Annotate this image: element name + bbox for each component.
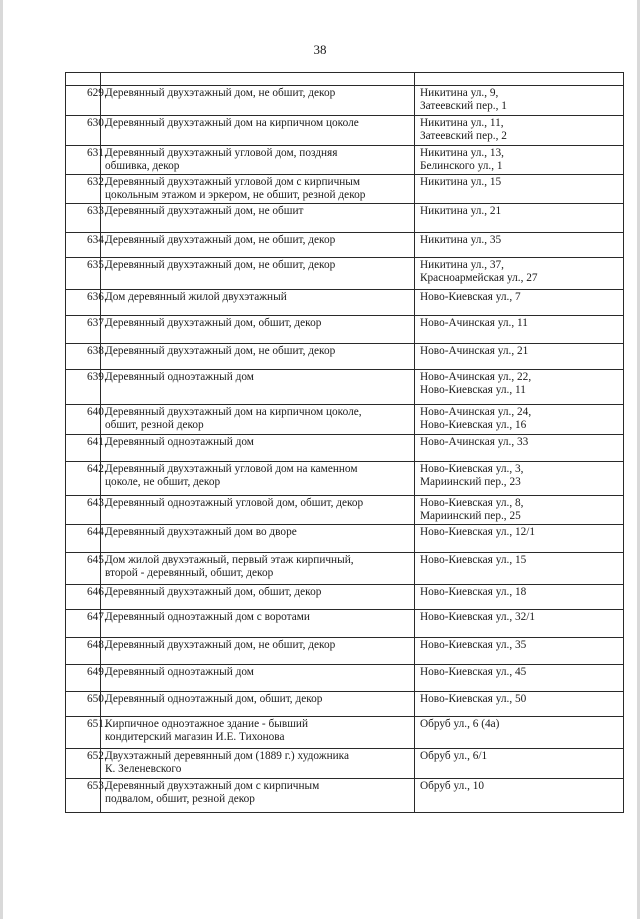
object-description: Деревянный одноэтажный дом — [101, 435, 415, 462]
table-row — [66, 779, 624, 813]
object-description: Дом жилой двухэтажный, первый этаж кирпичный, второй - деревянный, обшит, декор — [101, 553, 415, 585]
table-row — [66, 316, 624, 344]
object-description: Деревянный двухэтажный дом, не обшит, декор — [101, 258, 415, 290]
object-address: Ново-Ачинская ул., 22, Ново-Киевская ул., 11 — [415, 370, 624, 405]
table-row — [66, 405, 624, 435]
table-row — [66, 116, 624, 146]
row-number: 647. — [66, 610, 101, 638]
table-row — [66, 233, 624, 258]
object-description: Деревянный одноэтажный дом — [101, 370, 415, 405]
row-number: 652. — [66, 749, 101, 779]
object-address: Ново-Ачинская ул., 33 — [415, 435, 624, 462]
table-row — [66, 692, 624, 717]
object-address: Ново-Киевская ул., 3, Мариинский пер., 23 — [415, 462, 624, 496]
object-address: Ново-Киевская ул., 35 — [415, 638, 624, 665]
object-description: Двухэтажный деревянный дом (1889 г.) художника К. Зеленевского — [101, 749, 415, 779]
table-row — [66, 204, 624, 233]
table-row — [66, 370, 624, 405]
object-description: Деревянный двухэтажный угловой дом на каменном цоколе, не обшит, декор — [101, 462, 415, 496]
object-address: Ново-Ачинская ул., 24, Ново-Киевская ул., 16 — [415, 405, 624, 435]
table-row — [66, 290, 624, 316]
object-description: Деревянный двухэтажный дом, не обшит — [101, 204, 415, 233]
row-number: 643. — [66, 496, 101, 525]
object-address: Ново-Киевская ул., 32/1 — [415, 610, 624, 638]
object-address: Ново-Киевская ул., 12/1 — [415, 525, 624, 553]
object-address: Никитина ул., 21 — [415, 204, 624, 233]
row-number: 642. — [66, 462, 101, 496]
table-row — [66, 86, 624, 116]
row-number: 651. — [66, 717, 101, 749]
row-number: 648. — [66, 638, 101, 665]
object-address: Никитина ул., 11, Затеевский пер., 2 — [415, 116, 624, 146]
table-row — [66, 496, 624, 525]
row-number: 637. — [66, 316, 101, 344]
object-address: Обруб ул., 6 (4а) — [415, 717, 624, 749]
object-address: Никитина ул., 15 — [415, 175, 624, 204]
table-row — [66, 610, 624, 638]
row-number: 634. — [66, 233, 101, 258]
object-address: Никитина ул., 37, Красноармейская ул., 27 — [415, 258, 624, 290]
object-address: Ново-Киевская ул., 15 — [415, 553, 624, 585]
object-description: Деревянный одноэтажный дом с воротами — [101, 610, 415, 638]
object-address: Ново-Киевская ул., 8, Мариинский пер., 25 — [415, 496, 624, 525]
table-row — [66, 525, 624, 553]
table-body — [66, 73, 624, 813]
object-description: Деревянный двухэтажный дом, обшит, декор — [101, 316, 415, 344]
table-row — [66, 146, 624, 175]
row-number: 630. — [66, 116, 101, 146]
table-row — [66, 435, 624, 462]
row-number: 646. — [66, 585, 101, 610]
table-row — [66, 462, 624, 496]
row-number: 653. — [66, 779, 101, 813]
row-number: 641. — [66, 435, 101, 462]
object-description: Деревянный двухэтажный дом, не обшит, декор — [101, 86, 415, 116]
object-address: Ново-Киевская ул., 45 — [415, 665, 624, 692]
row-number: 644. — [66, 525, 101, 553]
row-number: 638. — [66, 344, 101, 370]
header-cell-number — [66, 73, 101, 86]
object-description: Деревянный двухэтажный дом на кирпичном цоколе, обшит, резной декор — [101, 405, 415, 435]
table-row — [66, 585, 624, 610]
object-description: Деревянный двухэтажный дом на кирпичном цоколе — [101, 116, 415, 146]
object-description: Деревянный одноэтажный дом, обшит, декор — [101, 692, 415, 717]
object-description: Деревянный одноэтажный дом — [101, 665, 415, 692]
scan-edge-left — [0, 0, 3, 919]
row-number: 649. — [66, 665, 101, 692]
object-address: Ново-Киевская ул., 7 — [415, 290, 624, 316]
page-number: 38 — [313, 42, 327, 57]
row-number: 650. — [66, 692, 101, 717]
object-address: Ново-Киевская ул., 18 — [415, 585, 624, 610]
table-row — [66, 258, 624, 290]
heritage-objects-table — [65, 72, 624, 813]
object-description: Деревянный двухэтажный угловой дом с кирпичным цокольным этажом и эркером, не обшит, резной декор — [101, 175, 415, 204]
object-description: Кирпичное одноэтажное здание - бывший кондитерский магазин И.Е. Тихонова — [101, 717, 415, 749]
table-row — [66, 638, 624, 665]
table-row — [66, 749, 624, 779]
object-description: Деревянный двухэтажный дом во дворе — [101, 525, 415, 553]
object-address: Ново-Киевская ул., 50 — [415, 692, 624, 717]
object-address: Ново-Ачинская ул., 21 — [415, 344, 624, 370]
object-address: Никитина ул., 35 — [415, 233, 624, 258]
table-row — [66, 553, 624, 585]
row-number: 632. — [66, 175, 101, 204]
object-description: Деревянный двухэтажный дом, не обшит, декор — [101, 638, 415, 665]
table-row — [66, 344, 624, 370]
row-number: 635. — [66, 258, 101, 290]
row-number: 629. — [66, 86, 101, 116]
object-description: Деревянный двухэтажный дом, не обшит, декор — [101, 233, 415, 258]
table-row — [66, 717, 624, 749]
row-number: 631. — [66, 146, 101, 175]
object-description: Деревянный одноэтажный угловой дом, обшит, декор — [101, 496, 415, 525]
object-address: Никитина ул., 13, Белинского ул., 1 — [415, 146, 624, 175]
object-address: Ново-Ачинская ул., 11 — [415, 316, 624, 344]
row-number: 639. — [66, 370, 101, 405]
object-description: Деревянный двухэтажный угловой дом, поздняя обшивка, декор — [101, 146, 415, 175]
object-address: Обруб ул., 10 — [415, 779, 624, 813]
object-description: Дом деревянный жилой двухэтажный — [101, 290, 415, 316]
object-description: Деревянный двухэтажный дом, не обшит, декор — [101, 344, 415, 370]
object-address: Никитина ул., 9, Затеевский пер., 1 — [415, 86, 624, 116]
table-row — [66, 665, 624, 692]
row-number: 633. — [66, 204, 101, 233]
object-description: Деревянный двухэтажный дом с кирпичным подвалом, обшит, резной декор — [101, 779, 415, 813]
row-number: 640. — [66, 405, 101, 435]
table-row — [66, 175, 624, 204]
row-number: 645. — [66, 553, 101, 585]
header-cell-address — [415, 73, 624, 86]
row-number: 636. — [66, 290, 101, 316]
header-cell-description — [101, 73, 415, 86]
table-header-row — [66, 73, 624, 86]
object-address: Обруб ул., 6/1 — [415, 749, 624, 779]
object-description: Деревянный двухэтажный дом, обшит, декор — [101, 585, 415, 610]
